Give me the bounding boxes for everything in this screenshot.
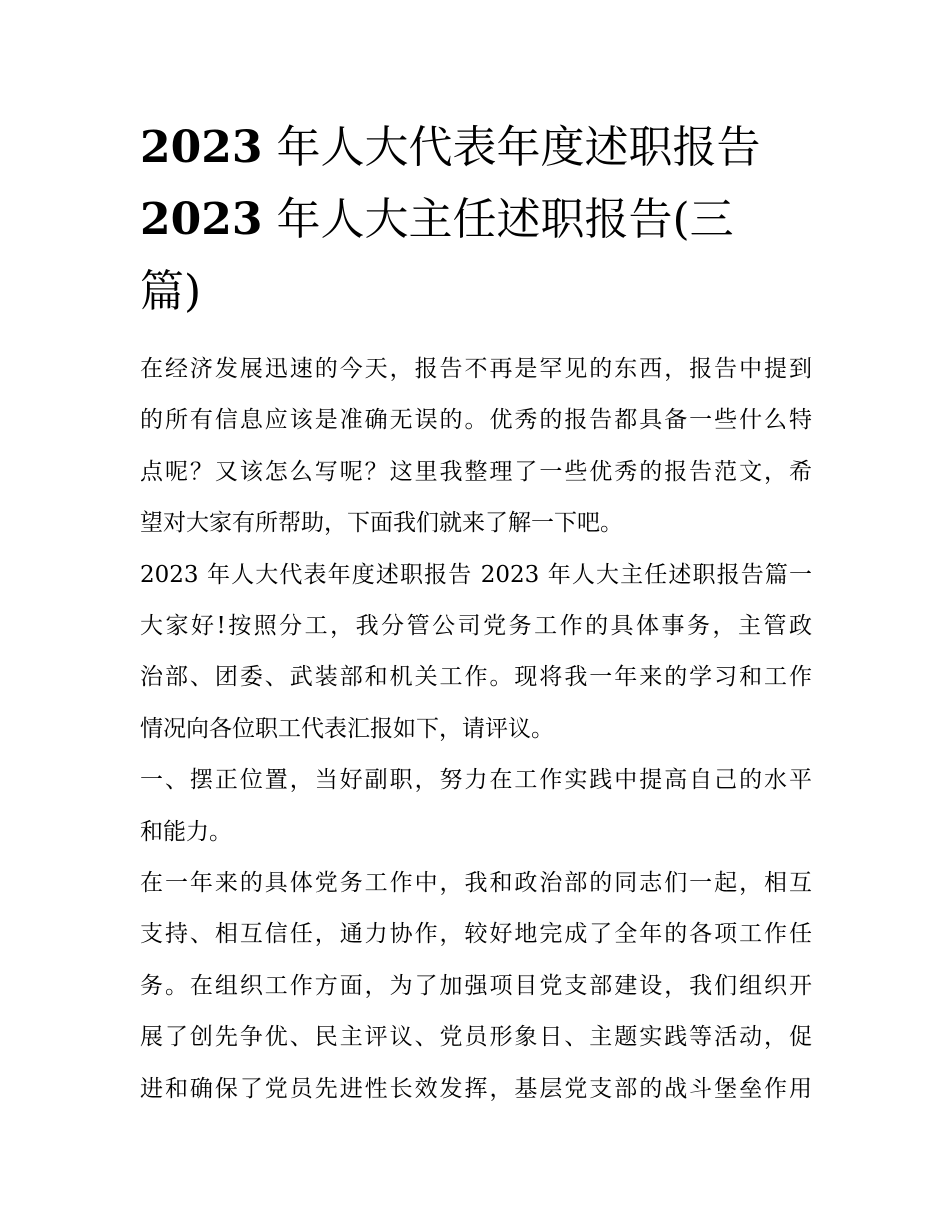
text-line: 望对大家有所帮助，下面我们就来了解一下吧。 [140, 510, 623, 537]
work-paragraph [140, 858, 812, 1115]
title-year: 2023 [140, 194, 263, 245]
document-body [140, 344, 812, 1115]
text-line: 进和确保了党员先进性长效发挥，基层党支部的战斗堡垒作用 [140, 1075, 812, 1102]
title-text: 篇) [140, 266, 202, 317]
title-text: 年人大主任述职报告(三 [262, 194, 734, 245]
title-line [140, 256, 812, 328]
text-line: 点呢？又该怎么写呢？这里我整理了一些优秀的报告范文，希 [140, 458, 812, 485]
text-line: 在一年来的具体党务工作中，我和政治部的同志们一起，相互 [140, 870, 812, 897]
title-text: 年人大代表年度述职报告 [262, 122, 761, 173]
text-line: 2023 年人大代表年度述职报告 2023 年人大主任述职报告篇一 [140, 561, 812, 588]
text-line: 和能力。 [140, 818, 232, 845]
section-heading [140, 550, 812, 601]
text-line: 情况向各位职工代表汇报如下，请评议。 [140, 715, 554, 742]
title-year: 2023 [140, 122, 263, 173]
title-line [140, 112, 812, 184]
greeting-paragraph [140, 601, 812, 755]
text-line: 务。在组织工作方面，为了加强项目党支部建设，我们组织开 [140, 972, 812, 999]
document-title [140, 112, 812, 328]
document-content [140, 112, 812, 1115]
text-line: 在经济发展迅速的今天，报告不再是罕见的东西，报告中提到 [140, 356, 812, 382]
point-one-heading [140, 755, 812, 858]
intro-paragraph [140, 344, 812, 550]
text-line: 支持、相互信任，通力协作，较好地完成了全年的各项工作任 [140, 921, 812, 948]
text-line: 一、摆正位置，当好副职，努力在工作实践中提高自己的水平 [140, 767, 812, 794]
text-line: 治部、团委、武装部和机关工作。现将我一年来的学习和工作 [140, 664, 812, 691]
text-line: 展了创先争优、民主评议、党员形象日、主题实践等活动，促 [140, 1024, 812, 1051]
title-line [140, 184, 812, 256]
text-line: 的所有信息应该是准确无误的。优秀的报告都具备一些什么特 [140, 407, 812, 434]
text-line: 大家好!按照分工，我分管公司党务工作的具体事务，主管政 [140, 613, 812, 640]
